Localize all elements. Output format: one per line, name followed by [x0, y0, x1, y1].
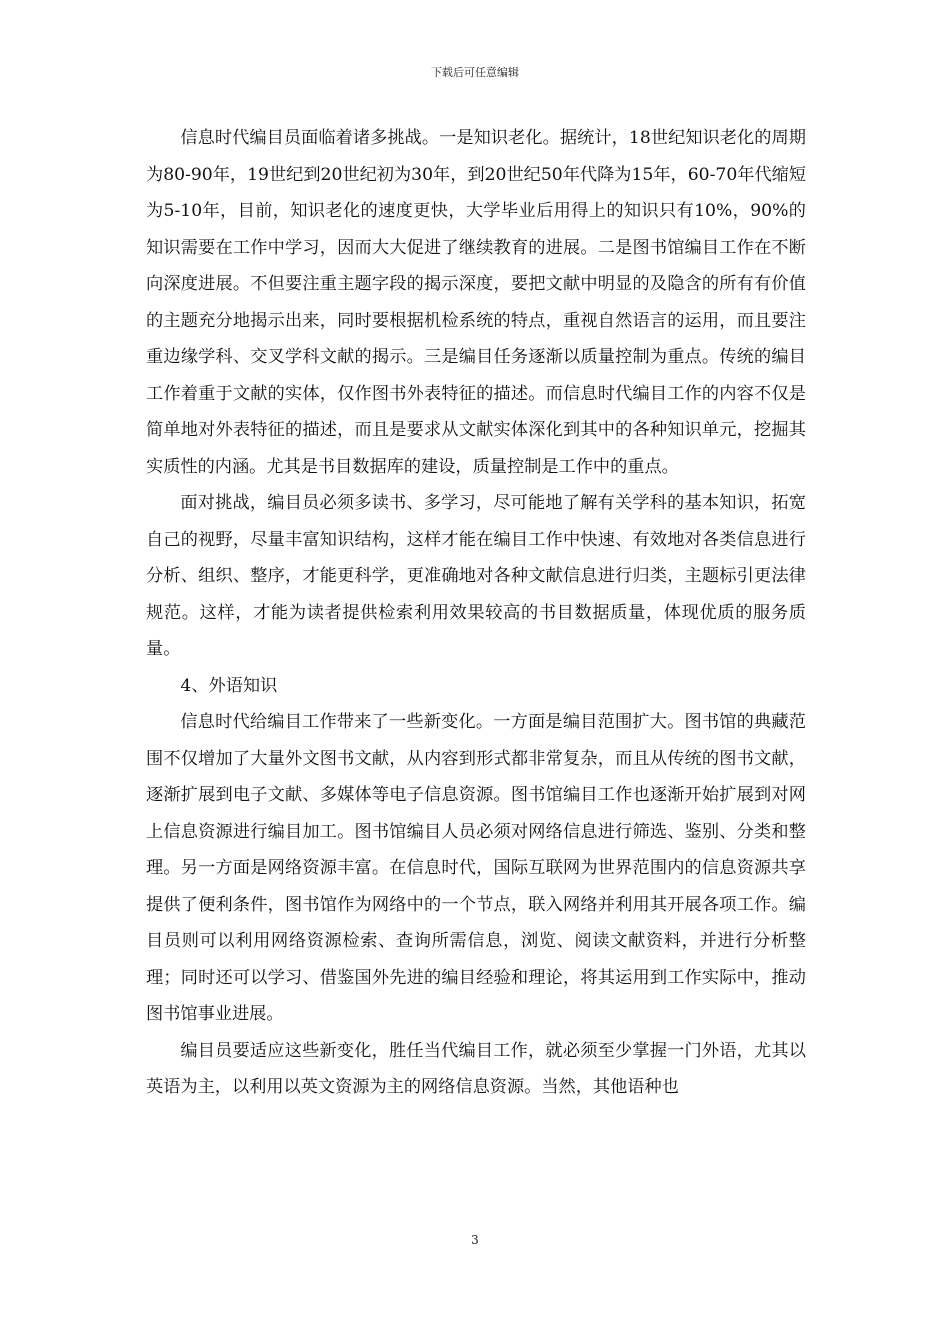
paragraph-facing-challenges: 面对挑战，编目员必须多读书、多学习，尽可能地了解有关学科的基本知识，拓宽自己的视野，尽量丰富知识结构，这样才能在编目工作中快速、有效地对各类信息进行分析、组织、整序，才能更科学，更准确地对各种文献信息进行归类，主题标引更法律规范。这样，才能为读者提供检索利用效果较高的书目数据质量，体现优质的服务质量。 [146, 493, 806, 659]
page-header: 下载后可任意编辑 [431, 66, 519, 79]
section-heading-foreign-language: 4、外语知识 [180, 675, 278, 696]
paragraph-adapt-changes: 编目员要适应这些新变化，胜任当代编目工作，就必须至少掌握一门外语，尤其以英语为主，以利用以英文资源为主的网络信息资源。当然，其他语种也 [146, 1040, 806, 1097]
page-number: 3 [471, 1233, 479, 1247]
paragraph-new-changes: 信息时代给编目工作带来了一些新变化。一方面是编目范围扩大。图书馆的典藏范围不仅增加了大量外文图书文献，从内容到形式都非常复杂，而且从传统的图书文献，逐渐扩展到电子文献、多媒体等电子信息资源。图书馆编目工作也逐渐开始扩展到对网上信息资源进行编目加工。图书馆编目人员必须对网络信息进行筛选、鉴别、分类和整理。另一方面是网络资源丰富。在信息时代，国际互联网为世界范围内的信息资源共享提供了便利条件，图书馆作为网络中的一个节点，联入网络并利用其开展各项工作。编目员则可以利用网络资源检索、查询所需信息，浏览、阅读文献资料，并进行分析整理；同时还可以学习、借鉴国外先进的编目经验和理论，将其运用到工作实际中，推动图书馆事业进展。 [146, 712, 806, 1024]
paragraph-challenges: 信息时代编目员面临着诸多挑战。一是知识老化。据统计，18世纪知识老化的周期为80-90年，19世纪到20世纪初为30年，到20世纪50年代降为15年，60-70年代缩短为5-10年，目前，知识老化的速度更快，大学毕业后用得上的知识只有10%，90%的知识需要在工作中学习，因而大大促进了继续教育的进展。二是图书馆编目工作在不断向深度进展。不但要注重主题字段的揭示深度，要把文献中明显的及隐含的所有有价值的主题充分地揭示出来，同时要根据机检系统的特点，重视自然语言的运用，而且要注重边缘学科、交叉学科文献的揭示。三是编目任务逐渐以质量控制为重点。传统的编目工作着重于文献的实体，仅作图书外表特征的描述。而信息时代编目工作的内容不仅是简单地对外表特征的描述，而且是要求从文献实体深化到其中的各种知识单元，挖掘其实质性的内涵。尤其是书目数据库的建设，质量控制是工作中的重点。 [146, 128, 807, 477]
document-body [146, 120, 806, 1106]
